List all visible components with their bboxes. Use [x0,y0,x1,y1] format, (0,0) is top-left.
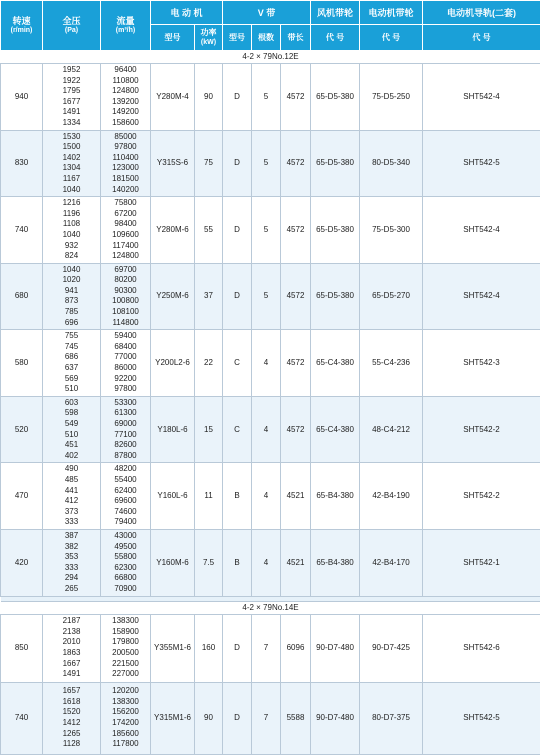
motor-model-cell: Y200L2-6 [151,330,195,397]
flow-cell-value: 69000 [101,419,150,430]
pressure-cell-value: 333 [43,563,100,574]
flow-cell-value: 49500 [101,542,150,553]
belt-model-cell: B [223,529,252,596]
pressure-cell-value: 1491 [43,669,100,680]
belt-model-cell: C [223,330,252,397]
pressure-cell-value: 1618 [43,697,100,708]
flow-cell [101,463,151,530]
pressure-cell-value: 745 [43,342,100,353]
motor-model-cell: Y180L-6 [151,396,195,463]
flow-cell-value: 98400 [101,219,150,230]
belt-model-cell: D [223,64,252,131]
motor-model-cell: Y315S-6 [151,130,195,197]
flow-cell [101,529,151,596]
pressure-cell [43,682,101,754]
flow-cell-value: 138300 [101,697,150,708]
flow-cell-value: 87800 [101,451,150,462]
table-row [1,682,540,754]
pressure-cell-value: 382 [43,542,100,553]
pressure-cell-value: 353 [43,552,100,563]
pressure-cell-value: 412 [43,496,100,507]
pressure-cell-value: 451 [43,440,100,451]
table-row [1,330,540,397]
motor-pulley-code-header: 代 号 [360,25,423,51]
table-row [1,197,540,264]
pressure-cell-value: 598 [43,408,100,419]
group-title-row [1,601,540,614]
fan-pulley-cell: 65-D5-380 [311,64,360,131]
pressure-cell-value: 1334 [43,118,100,129]
table-row [1,263,540,330]
flow-cell-value: 62300 [101,563,150,574]
pressure-cell-value: 755 [43,331,100,342]
flow-cell-value: 69600 [101,496,150,507]
pressure-cell [43,396,101,463]
pressure-cell-value: 2010 [43,637,100,648]
fan-pulley-code-header: 代 号 [311,25,360,51]
pressure-cell-value: 1530 [43,132,100,143]
flow-cell-value: 110400 [101,153,150,164]
flow-cell-value: 156200 [101,707,150,718]
fan-pulley-cell: 90-D7-480 [311,682,360,754]
motor-model-cell: Y280M-4 [151,64,195,131]
belt-model-cell: C [223,396,252,463]
flow-cell-value: 179800 [101,637,150,648]
flow-cell-value: 66800 [101,573,150,584]
fan-pulley-cell: 65-C4-380 [311,396,360,463]
speed-cell: 580 [1,330,43,397]
pressure-cell-value: 441 [43,486,100,497]
belt-model-cell: D [223,130,252,197]
rail-cell: SHT542-4 [423,197,540,264]
speed-cell: 680 [1,263,43,330]
pressure-cell-value: 333 [43,517,100,528]
motor-model-cell: Y160L-6 [151,463,195,530]
speed-header: 转速 (r/min) [1,1,43,51]
pressure-cell-value: 1952 [43,65,100,76]
speed-cell: 470 [1,463,43,530]
flow-cell-value: 181500 [101,174,150,185]
flow-cell-value: 82600 [101,440,150,451]
belt-model-cell: D [223,263,252,330]
pressure-cell-value: 873 [43,296,100,307]
pressure-cell-value: 1863 [43,648,100,659]
flow-cell-value: 124800 [101,86,150,97]
table-row [1,463,540,530]
flow-cell-value: 158600 [101,118,150,129]
pressure-cell [43,330,101,397]
motor-power-cell: 160 [195,614,223,682]
motor-model-cell: Y280M-6 [151,197,195,264]
rail-cell: SHT542-2 [423,396,540,463]
table-row [1,396,540,463]
flow-cell-value: 77100 [101,430,150,441]
flow-cell-value: 123000 [101,163,150,174]
motor-power-header: 功率 (kW) [195,25,223,51]
pressure-cell-value: 1402 [43,153,100,164]
flow-cell-value: 139200 [101,97,150,108]
pressure-cell-value: 294 [43,573,100,584]
motor-power-cell: 90 [195,682,223,754]
motor-pulley-cell: 75-D5-300 [360,197,423,264]
table-row [1,130,540,197]
pressure-cell-value: 603 [43,398,100,409]
flow-cell-value: 92200 [101,374,150,385]
group-title-row [1,51,540,64]
pressure-cell-value: 1040 [43,230,100,241]
rail-cell: SHT542-6 [423,614,540,682]
group-title: 4-2 × 79No.12E [1,51,540,64]
flow-cell-value: 138300 [101,616,150,627]
pressure-cell-value: 549 [43,419,100,430]
rail-cell: SHT542-5 [423,682,540,754]
belt-length-cell: 4572 [281,396,311,463]
motor-power-cell: 75 [195,130,223,197]
flow-cell-value: 53300 [101,398,150,409]
flow-cell-value: 227000 [101,669,150,680]
motor-pulley-cell: 90-D7-425 [360,614,423,682]
fan-pulley-cell: 65-D5-380 [311,263,360,330]
flow-cell-value: 67200 [101,209,150,220]
flow-cell-value: 59400 [101,331,150,342]
flow-cell [101,682,151,754]
pressure-cell [43,64,101,131]
pressure-cell [43,263,101,330]
belt-count-header: 根数 [252,25,281,51]
flow-cell-value: 43000 [101,531,150,542]
flow-cell-value: 124800 [101,251,150,262]
belt-length-cell: 4572 [281,130,311,197]
motor-pulley-cell: 80-D5-340 [360,130,423,197]
rail-cell: SHT542-4 [423,263,540,330]
pressure-cell-value: 387 [43,531,100,542]
flow-cell-value: 70900 [101,584,150,595]
belt-count-cell: 4 [252,529,281,596]
belt-count-cell: 4 [252,463,281,530]
flow-cell-value: 117800 [101,739,150,750]
speed-cell: 420 [1,529,43,596]
pressure-cell-value: 1922 [43,76,100,87]
flow-cell-value: 61300 [101,408,150,419]
flow-cell-value: 62400 [101,486,150,497]
speed-cell: 830 [1,130,43,197]
flow-cell-value: 90300 [101,286,150,297]
pressure-cell-value: 485 [43,475,100,486]
flow-cell-value: 55800 [101,552,150,563]
pressure-cell-value: 1667 [43,659,100,670]
flow-cell-value: 48200 [101,464,150,475]
flow-cell-value: 68400 [101,342,150,353]
belt-model-cell: D [223,614,252,682]
flow-cell [101,330,151,397]
flow-cell-value: 149200 [101,107,150,118]
motor-pulley-cell: 42-B4-170 [360,529,423,596]
motor-model-cell: Y160M-6 [151,529,195,596]
belt-length-cell: 4521 [281,529,311,596]
rail-cell: SHT542-5 [423,130,540,197]
fan-pulley-header: 风机带轮 [311,1,360,25]
motor-model-header: 型号 [151,25,195,51]
belt-count-cell: 4 [252,396,281,463]
belt-length-cell: 4572 [281,64,311,131]
pressure-cell-value: 1167 [43,174,100,185]
pressure-cell-value: 941 [43,286,100,297]
flow-cell [101,197,151,264]
flow-cell-value: 158900 [101,627,150,638]
flow-cell-value: 69700 [101,265,150,276]
belt-count-cell: 5 [252,64,281,131]
flow-cell-value: 100800 [101,296,150,307]
motor-power-cell: 37 [195,263,223,330]
pressure-cell [43,130,101,197]
pressure-cell-value: 2187 [43,616,100,627]
pressure-cell-value: 1795 [43,86,100,97]
pressure-cell [43,197,101,264]
pressure-cell-value: 402 [43,451,100,462]
belt-count-cell: 7 [252,682,281,754]
flow-cell-value: 221500 [101,659,150,670]
rail-code-header: 代 号 [423,25,540,51]
pressure-cell [43,529,101,596]
motor-pulley-cell: 75-D5-250 [360,64,423,131]
table-row [1,614,540,682]
flow-cell-value: 114800 [101,318,150,329]
pressure-cell-value: 824 [43,251,100,262]
pressure-cell [43,614,101,682]
fan-pulley-cell: 65-C4-380 [311,330,360,397]
belt-length-cell: 6096 [281,614,311,682]
flow-cell-value: 79400 [101,517,150,528]
pressure-cell-value: 1020 [43,275,100,286]
flow-cell [101,263,151,330]
speed-cell: 740 [1,197,43,264]
flow-cell [101,614,151,682]
pressure-cell-value: 1491 [43,107,100,118]
speed-cell: 940 [1,64,43,131]
pressure-cell-value: 1040 [43,185,100,196]
pressure-cell-value: 1216 [43,198,100,209]
belt-header: V 带 [223,1,311,25]
motor-pulley-cell: 48-C4-212 [360,396,423,463]
flow-cell-value: 96400 [101,65,150,76]
fan-pulley-cell: 65-B4-380 [311,463,360,530]
flow-cell-value: 109600 [101,230,150,241]
belt-model-cell: D [223,682,252,754]
table-row [1,64,540,131]
motor-pulley-cell: 42-B4-190 [360,463,423,530]
pressure-cell-value: 1304 [43,163,100,174]
flow-cell-value: 86000 [101,363,150,374]
flow-cell-value: 140200 [101,185,150,196]
belt-length-cell: 4572 [281,263,311,330]
pressure-cell-value: 1128 [43,739,100,750]
belt-length-cell: 4521 [281,463,311,530]
fan-pulley-cell: 65-B4-380 [311,529,360,596]
speed-cell: 520 [1,396,43,463]
pressure-cell-value: 785 [43,307,100,318]
flow-cell-value: 174200 [101,718,150,729]
flow-cell-value: 97800 [101,142,150,153]
pressure-cell-value: 510 [43,384,100,395]
belt-count-cell: 4 [252,330,281,397]
pressure-cell-value: 1657 [43,686,100,697]
motor-power-cell: 7.5 [195,529,223,596]
flow-cell-value: 97800 [101,384,150,395]
belt-count-cell: 5 [252,263,281,330]
flow-cell-value: 74600 [101,507,150,518]
pressure-cell-value: 686 [43,352,100,363]
rail-cell: SHT542-2 [423,463,540,530]
speed-cell: 740 [1,682,43,754]
belt-length-cell: 5588 [281,682,311,754]
pressure-cell-value: 1108 [43,219,100,230]
motor-model-cell: Y250M-6 [151,263,195,330]
rail-header: 电动机导轨(二套) [423,1,540,25]
pressure-cell-value: 1265 [43,729,100,740]
motor-model-cell: Y355M1-6 [151,614,195,682]
belt-length-cell: 4572 [281,197,311,264]
pressure-cell-value: 1412 [43,718,100,729]
motor-pulley-cell: 80-D7-375 [360,682,423,754]
rail-cell: SHT542-3 [423,330,540,397]
flow-cell-value: 85000 [101,132,150,143]
pressure-cell-value: 1677 [43,97,100,108]
pressure-cell-value: 1500 [43,142,100,153]
motor-pulley-header: 电动机带轮 [360,1,423,25]
speed-cell: 850 [1,614,43,682]
motor-power-cell: 11 [195,463,223,530]
belt-count-cell: 5 [252,130,281,197]
table-body [1,51,540,755]
belt-model-cell: B [223,463,252,530]
rail-cell: SHT542-4 [423,64,540,131]
pressure-cell-value: 569 [43,374,100,385]
table-header [1,1,540,51]
motor-header: 电 动 机 [151,1,223,25]
flow-cell-value: 80200 [101,275,150,286]
motor-model-cell: Y315M1-6 [151,682,195,754]
pressure-cell-value: 637 [43,363,100,374]
pressure-header: 全压 (Pa) [43,1,101,51]
pressure-cell-value: 696 [43,318,100,329]
belt-length-header: 带长 [281,25,311,51]
belt-model-header: 型号 [223,25,252,51]
flow-cell [101,64,151,131]
flow-cell-value: 110800 [101,76,150,87]
pressure-cell [43,463,101,530]
pressure-cell-value: 932 [43,241,100,252]
motor-power-cell: 15 [195,396,223,463]
rail-cell: SHT542-1 [423,529,540,596]
flow-cell-value: 200500 [101,648,150,659]
flow-cell-value: 120200 [101,686,150,697]
fan-pulley-cell: 90-D7-480 [311,614,360,682]
flow-cell-value: 77000 [101,352,150,363]
pressure-cell-value: 373 [43,507,100,518]
pressure-cell-value: 2138 [43,627,100,638]
fan-pulley-cell: 65-D5-380 [311,197,360,264]
motor-pulley-cell: 55-C4-236 [360,330,423,397]
pressure-cell-value: 1196 [43,209,100,220]
belt-length-cell: 4572 [281,330,311,397]
flow-cell [101,130,151,197]
belt-count-cell: 5 [252,197,281,264]
flow-cell-value: 55400 [101,475,150,486]
pressure-cell-value: 510 [43,430,100,441]
fan-pulley-cell: 65-D5-380 [311,130,360,197]
group-title: 4-2 × 79No.14E [1,601,540,614]
motor-power-cell: 22 [195,330,223,397]
belt-count-cell: 7 [252,614,281,682]
pressure-cell-value: 265 [43,584,100,595]
flow-cell-value: 185600 [101,729,150,740]
flow-cell-value: 108100 [101,307,150,318]
flow-cell-value: 117400 [101,241,150,252]
pressure-cell-value: 490 [43,464,100,475]
motor-pulley-cell: 65-D5-270 [360,263,423,330]
motor-power-cell: 55 [195,197,223,264]
flow-cell-value: 75800 [101,198,150,209]
motor-power-cell: 90 [195,64,223,131]
flow-header: 流量 (m³/h) [101,1,151,51]
table-row [1,529,540,596]
belt-model-cell: D [223,197,252,264]
pressure-cell-value: 1040 [43,265,100,276]
pressure-cell-value: 1520 [43,707,100,718]
flow-cell [101,396,151,463]
